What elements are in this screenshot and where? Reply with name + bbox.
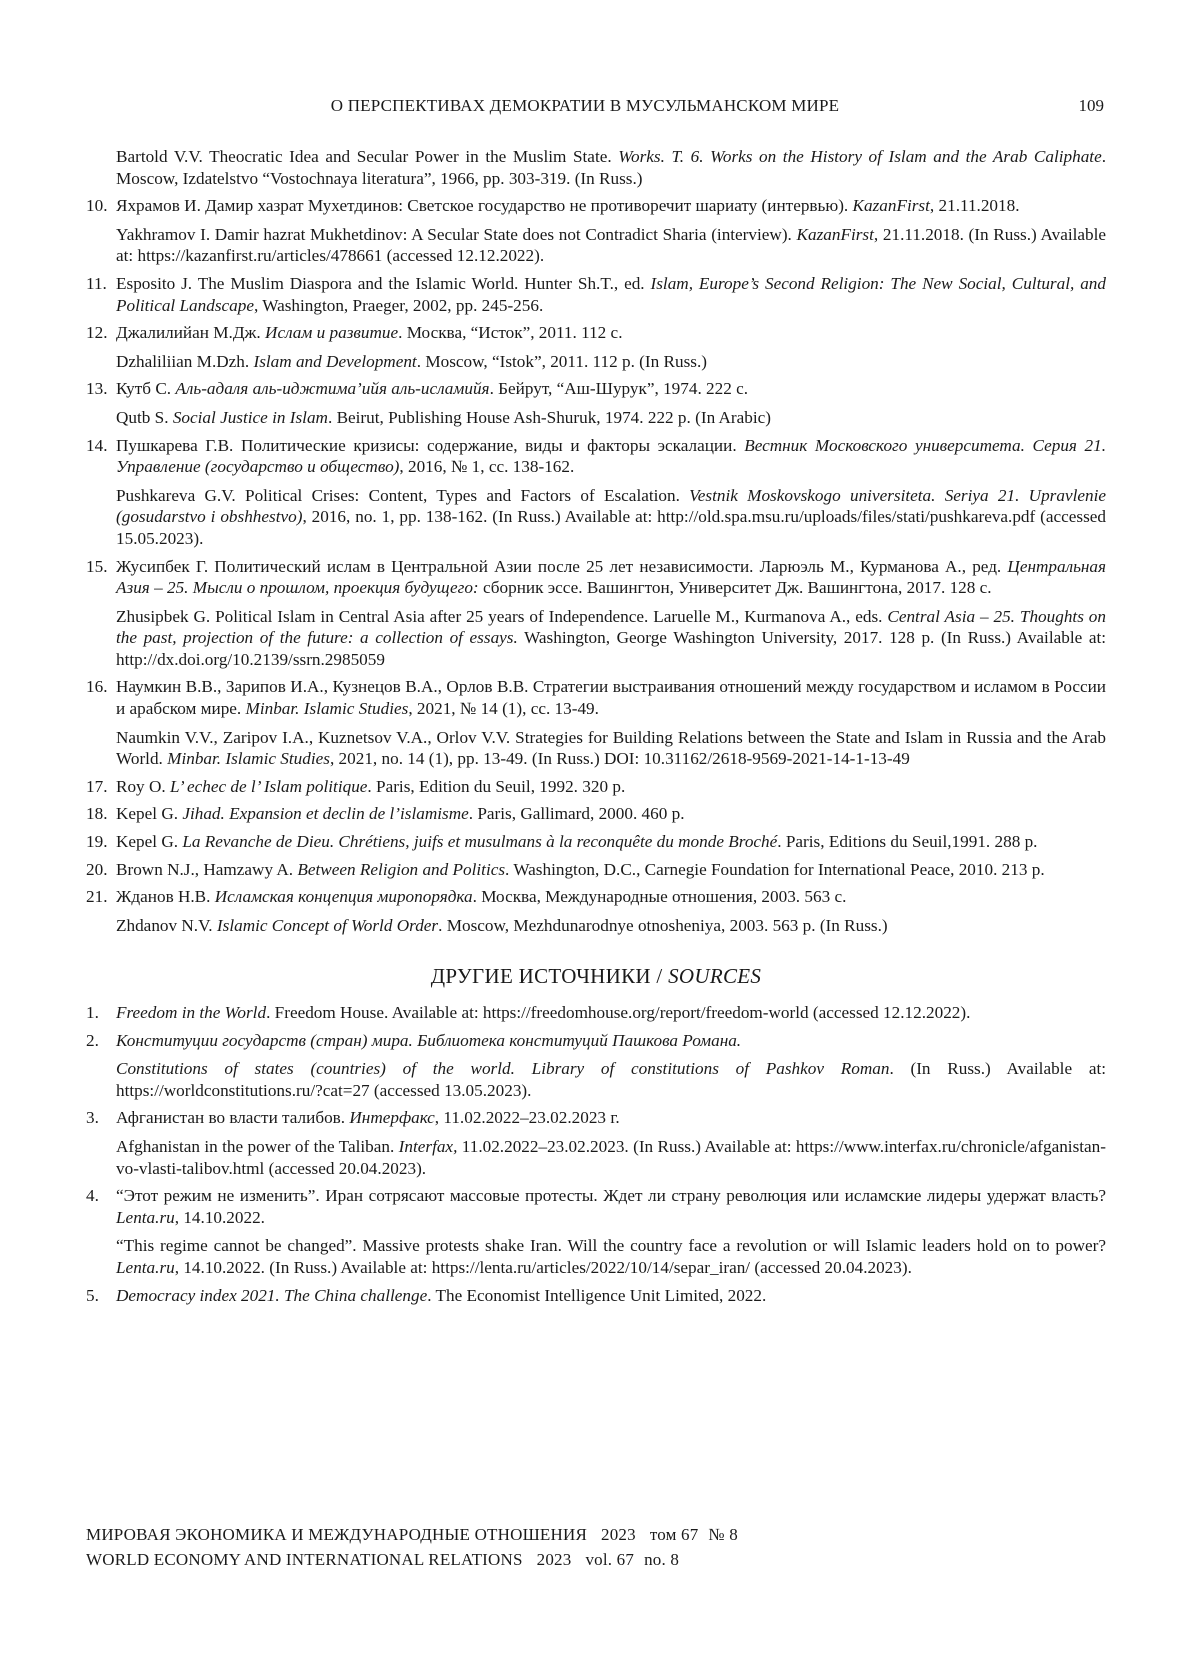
reference-item-number: 14. [86,435,108,455]
citation-text: . Москва, “Исток”, 2011. 112 с. [398,323,623,343]
citation-text: , 14.10.2022. (In Russ.) Available at: https://lenta.ru/articles/2022/10/14/separ_iran/ (accessed 20.04.2023). [174,1257,912,1277]
reference-item [86,859,1106,881]
source-item-paragraph [116,1030,1106,1052]
citation-text: . Бейрут, “Аш-Шурук”, 1974. 222 с. [489,379,749,399]
footer-journal-ru: МИРОВАЯ ЭКОНОМИКА И МЕЖДУНАРОДНЫЕ ОТНОШЕНИЯ [86,1525,588,1544]
italic-title: Islamic Concept of World Order [216,915,439,935]
citation-text: . Москва, Международные отношения, 2003. 563 с. [472,887,847,907]
italic-title: Interfax, [398,1136,458,1156]
reference-item [86,803,1106,825]
footer-line-ru [86,1522,738,1547]
reference-item-paragraph [116,195,1106,217]
source-item-number: 2. [86,1030,99,1050]
reference-item-body [116,322,1106,372]
reference-item-body [116,676,1106,769]
citation-text: Washington, George Washington University, 2017. 128 p. (In Russ.) Available at: http://dx.doi.org/10.2139/ssrn.2985059 [116,628,1106,669]
reference-item-number: 13. [86,379,108,399]
italic-title: Works. T. 6. Works on the History of Islam and the Arab Caliphate [618,147,1102,166]
reference-item-paragraph [116,776,1106,798]
source-item-paragraph [116,1235,1106,1278]
reference-item [86,435,1106,550]
citation-text: Zhusipbek G. Political Islam in Central Asia after 25 years of Independence. Laruelle M., Kurmanova A., eds. [116,606,888,626]
reference-item [86,556,1106,671]
reference-item-body [116,803,1106,825]
reference-item-number: 21. [86,887,108,907]
source-item [86,1030,1106,1102]
citation-text: Kepel G. [116,832,183,852]
citation-text: . Moscow, “Istok”, 2011. 112 p. (In Russ.) [416,351,707,371]
reference-item [86,676,1106,769]
reference-item [86,886,1106,936]
citation-text: Наумкин В.В., Зарипов И.А., Кузнецов В.А., Орлов В.В. Стратегии выстраивания отношений между государством и исламом в России и арабском мире. [116,677,1106,719]
reference-item [86,195,1106,267]
citation-text: . The Economist Intelligence Unit Limited, 2022. [427,1285,767,1305]
citation-text: Qutb S. [116,407,173,427]
reference-item-body [116,831,1106,853]
footer-year-ru: 2023 [601,1525,636,1544]
source-item [86,1002,1106,1024]
italic-title: Central Asia – 25. Thoughts on the past, projection of the future: a collection of essays. [116,606,1106,648]
citation-text: , 14.10.2022. [174,1207,265,1227]
reference-item-body [116,776,1106,798]
reference-item-paragraph [116,351,1106,373]
reference-item-number: 18. [86,804,108,824]
reference-item-number: 19. [86,832,108,852]
citation-text: Афганистан во власти талибов. [116,1108,350,1128]
citation-text: . Paris, Editions du Seuil,1991. 288 p. [777,832,1038,852]
citation-text: Кутб С. [116,379,176,399]
reference-item-number: 15. [86,556,108,576]
reference-item-paragraph [116,831,1106,853]
source-item-paragraph [116,1136,1106,1179]
italic-title: Constitutions of states (countries) of the world. Library of constitutions of Pashkov Roman [116,1059,890,1079]
reference-item [86,776,1106,798]
reference-item-body [116,195,1106,267]
reference-item-paragraph [116,915,1106,937]
reference-item-body [116,273,1106,316]
section-title-en: SOURCES [668,964,762,989]
reference-item-body [116,886,1106,936]
italic-title: Интерфакс [349,1108,435,1128]
citation-text: Naumkin V.V., Zaripov I.A., Kuznetsov V.A., Orlov V.V. Strategies for Building Relations between the State and Islam in Russia and the Arab World. [116,727,1106,769]
source-item-body [116,1030,1106,1102]
citation-text: . Moscow, Mezhdunarodnye otnosheniya, 2003. 563 p. (In Russ.) [438,915,888,935]
citation-text: Жданов Н.В. [116,887,215,907]
reference-item [86,146,1106,189]
reference-item-body [116,556,1106,671]
italic-title: Freedom in the World [116,1003,267,1022]
italic-title: Islam and Development [253,351,417,371]
italic-title: Lenta.ru [116,1257,175,1277]
reference-item-paragraph [116,556,1106,599]
source-item-paragraph [116,1185,1106,1228]
source-item-paragraph [116,1107,1106,1129]
citation-text: Yakhramov I. Damir hazrat Mukhetdinov: A Secular State does not Contradict Sharia (interview). [116,224,797,244]
citation-text: , 2021, № 14 (1), сс. 13-49. [408,699,599,719]
reference-item-body [116,378,1106,428]
sources-list [86,1002,1106,1306]
reference-item-number [86,146,116,189]
page-content [86,146,1106,1312]
italic-title: Jihad. Expansion et declin de l’islamisme [182,804,469,824]
reference-item-body [116,859,1106,881]
source-item-number: 1. [86,1003,99,1022]
citation-text: Afghanistan in the power of the Taliban. [116,1136,399,1156]
citation-text: Жусипбек Г. Политический ислам в Центральной Азии после 25 лет независимости. Ларюэль М., Курманова А., ред. [116,556,1008,576]
citation-text: . Paris, Gallimard, 2000. 460 p. [468,804,685,824]
italic-title: Аль-адаля аль-иджтима’ийя аль-исламийя [175,379,490,399]
citation-text: Roy O. [116,776,170,796]
citation-text: Esposito J. The Muslim Diaspora and the Islamic World. Hunter Sh.T., ed. [116,273,651,293]
italic-title: Democracy index 2021. The China challenge [116,1285,428,1305]
source-item-paragraph [116,1285,1106,1307]
reference-list [86,146,1106,936]
italic-title: Minbar. Islamic Studies [167,749,330,769]
source-item-paragraph [116,1002,1106,1024]
citation-text: , 2021, no. 14 (1), pp. 13-49. (In Russ.) DOI: 10.31162/2618-9569-2021-14-1-13-49 [329,749,910,769]
citation-text: Dzhaliliian M.Dzh. [116,351,254,371]
reference-item-number: 12. [86,323,108,343]
italic-title: Исламская концепция миропорядка [214,887,473,907]
reference-item-paragraph [116,146,1106,189]
source-item-body [116,1107,1106,1179]
source-item-body [116,1185,1106,1278]
italic-title: Islam, Europe’s Second Religion: The New Social, Cultural, and Political Landscape [116,273,1106,315]
source-item [86,1185,1106,1278]
reference-item [86,273,1106,316]
citation-text: . (In Russ.) Available at: https://worldconstitutions.ru/?cat=27 (accessed 13.05.2023). [116,1059,1106,1100]
reference-item-paragraph [116,407,1106,429]
source-item-number: 5. [86,1285,99,1305]
citation-text: Zhdanov N.V. [116,915,217,935]
reference-item-paragraph [116,224,1106,267]
italic-title: Minbar. Islamic Studies [245,699,409,719]
reference-item-paragraph [116,322,1106,344]
citation-text: Пушкарева Г.В. Политические кризисы: содержание, виды и факторы эскалации. [116,435,745,455]
italic-title: L’ echec de l’ Islam politique [169,776,368,796]
source-item-body [116,1285,1106,1307]
italic-title: Vestnik Moskovskogo universiteta. Seriya 21. Upravlenie (gosudarstvo i obshhestvo) [116,485,1106,527]
reference-item-paragraph [116,886,1106,908]
source-item-number: 4. [86,1186,99,1206]
citation-text: Brown N.J., Hamzawy A. [116,859,298,879]
page-number: 109 [1078,96,1104,115]
citation-text: , 21.11.2018. (In Russ.) Available at: https://kazanfirst.ru/articles/478661 (accessed 12.12.2022). [116,224,1106,266]
reference-item-paragraph [116,676,1106,719]
italic-title: Конституции государств (стран) мира. Библиотека конституций Пашкова Романа. [116,1030,742,1050]
citation-text: Джалилийан М.Дж. [116,323,266,343]
reference-item-paragraph [116,727,1106,770]
running-title: О ПЕРСПЕКТИВАХ ДЕМОКРАТИИ В МУСУЛЬМАНСКОМ МИРЕ [330,96,840,115]
footer-issue-en: no. 8 [644,1550,680,1569]
citation-text: , 11.02.2022–23.02.2023 г. [434,1108,620,1128]
reference-item [86,831,1106,853]
source-item [86,1285,1106,1307]
reference-item-paragraph [116,378,1106,400]
journal-footer [86,1522,738,1572]
source-item [86,1107,1106,1179]
reference-item-body [116,146,1106,189]
source-item-paragraph [116,1058,1106,1101]
citation-text: . Freedom House. Available at: https://freedomhouse.org/report/freedom-world (accessed 12.12.2022). [266,1003,971,1022]
reference-item-paragraph [116,803,1106,825]
citation-text: Kepel G. [116,804,183,824]
italic-title: Ислам и развитие [265,323,399,343]
citation-text: , 21.11.2018. [929,196,1020,216]
citation-text: “This regime cannot be changed”. Massive protests shake Iran. Will the country face a revolution or will Islamic leaders hold on to power? [116,1236,1106,1256]
reference-item [86,322,1106,372]
reference-item-number: 10. [86,196,108,216]
citation-text: , 2016, № 1, сс. 138-162. [399,457,575,477]
citation-text: . Paris, Edition du Seuil, 1992. 320 p. [367,776,626,796]
citation-text: , 2016, no. 1, pp. 138-162. (In Russ.) Available at: http://old.spa.msu.ru/uploads/files/stati/pushkareva.pdf (accessed 15.05.2023). [116,507,1106,548]
footer-line-en [86,1547,738,1572]
footer-volume-en: vol. 67 [585,1550,635,1569]
reference-item-paragraph [116,606,1106,671]
italic-title: KazanFirst [796,224,874,244]
reference-item-paragraph [116,435,1106,478]
citation-text: “Этот режим не изменить”. Иран сотрясают массовые протесты. Ждет ли страну революция или исламские лидеры удержат власть? [116,1186,1106,1206]
reference-item-number: 11. [86,273,107,293]
italic-title: Вестник Московского университета. Серия 21. Управление (государство и общество) [116,435,1106,477]
citation-text: Pushkareva G.V. Political Crises: Content, Types and Factors of Escalation. [116,485,690,505]
citation-text: . Beirut, Publishing House Ash-Shuruk, 1974. 222 p. (In Arabic) [327,407,771,427]
reference-item-number: 17. [86,776,108,796]
italic-title: Between Religion and Politics [297,859,506,879]
italic-title: Центральная Азия – 25. Мысли о прошлом, проекция будущего: [116,556,1106,598]
reference-item-number: 20. [86,859,108,879]
section-title-ru: ДРУГИЕ ИСТОЧНИКИ / [430,964,669,989]
source-item-body [116,1002,1106,1024]
reference-item-paragraph [116,485,1106,550]
reference-item [86,378,1106,428]
italic-title: La Revanche de Dieu. Chrétiens, juifs et musulmans à la reconquête du monde Broché [182,832,778,852]
italic-title: Social Justice in Islam [172,407,328,427]
citation-text: . Washington, D.C., Carnegie Foundation for International Peace, 2010. 213 p. [505,859,1045,879]
reference-item-body [116,435,1106,550]
citation-text: Яхрамов И. Дамир хазрат Мухетдинов: Светское государство не противоречит шариату (интервью). [116,196,853,216]
footer-issue-ru: № 8 [708,1525,738,1544]
italic-title: Lenta.ru [116,1207,175,1227]
footer-journal-en: WORLD ECONOMY AND INTERNATIONAL RELATIONS [86,1550,523,1569]
italic-title: KazanFirst [852,196,930,216]
footer-year-en: 2023 [536,1550,572,1569]
source-item-number: 3. [86,1108,99,1128]
footer-volume-ru: том 67 [649,1525,699,1544]
reference-item-paragraph [116,273,1106,316]
citation-text: сборник эссе. Вашингтон, Университет Дж. Вашингтона, 2017. 128 с. [478,578,992,598]
citation-text: , Washington, Praeger, 2002, pp. 245-256. [253,295,544,315]
citation-text: Bartold V.V. Theocratic Idea and Secular Power in the Muslim State. [116,147,619,166]
citation-text: 11.02.2022–23.02.2023. (In Russ.) Available at: https://www.interfax.ru/chronicle/afganistan-vo-vlasti-talibov.html (accessed 20.04.2023). [116,1136,1106,1178]
citation-text: . Moscow, Izdatelstvo “Vostochnaya literatura”, 1966, pp. 303-319. (In Russ.) [116,147,1106,188]
reference-item-number: 16. [86,677,108,697]
reference-item-paragraph [116,859,1106,881]
section-title-sources [86,966,1106,988]
